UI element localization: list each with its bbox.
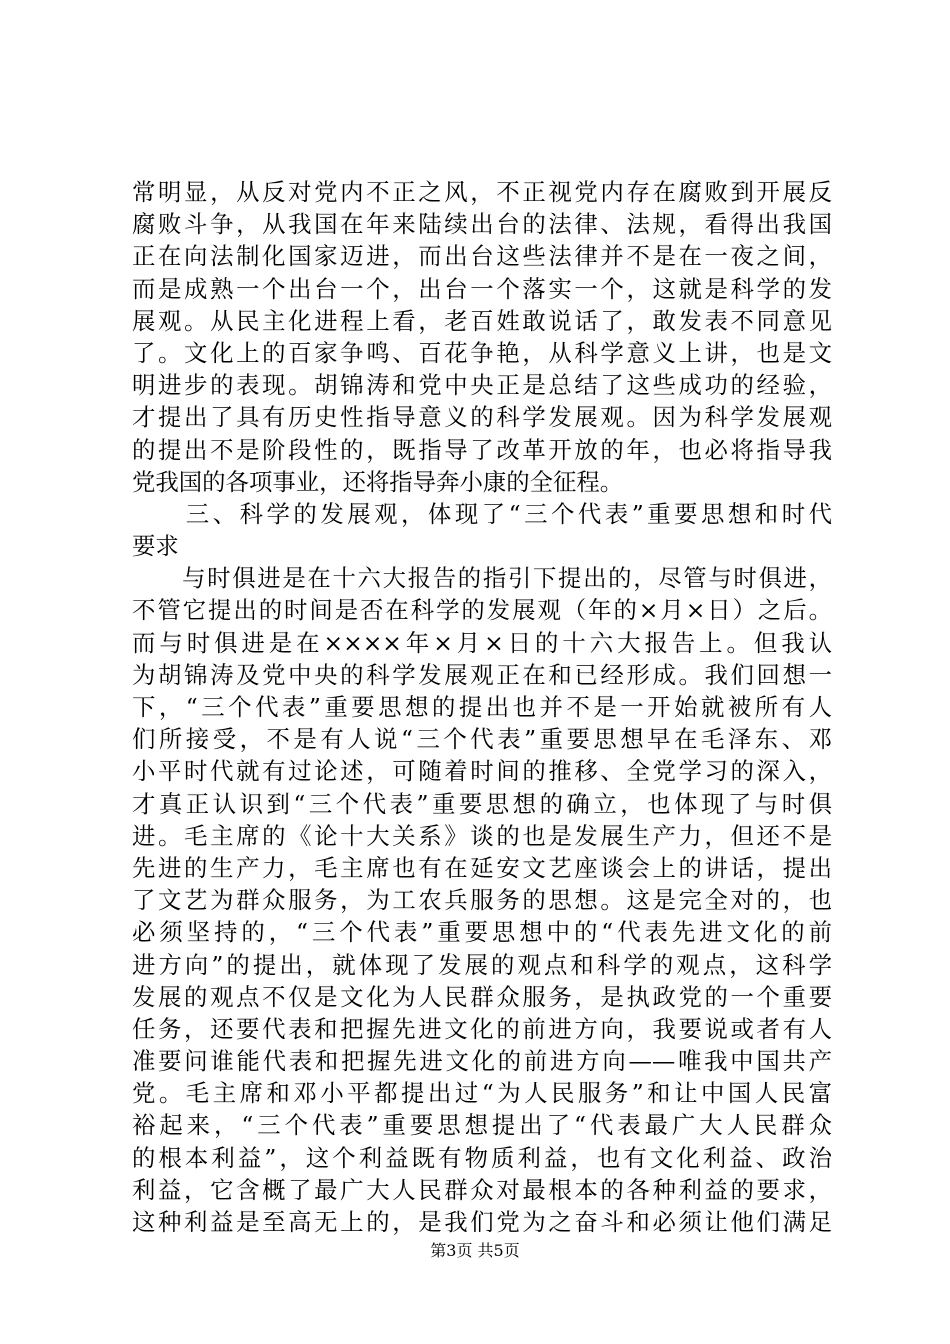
text-line: 发展的观点不仅是文化为人民群众服务，是执政党的一个重要	[132, 982, 832, 1011]
text-line: 而是成熟一个出台一个，出台一个落实一个，这就是科学的发	[132, 274, 832, 303]
page-footer: 第3页 共5页	[430, 1241, 520, 1260]
text-line: 的提出不是阶段性的，既指导了改革开放的年，也必将指导我	[132, 435, 832, 464]
text-line: 了。文化上的百家争鸣、百花争艳，从科学意义上讲，也是文	[132, 338, 832, 367]
text-line: 准要问谁能代表和把握先进文化的前进方向——唯我中国共产	[132, 1047, 832, 1076]
text-line: 任务，还要代表和把握先进文化的前进方向，我要说或者有人	[132, 1014, 832, 1043]
text-line: 裕起来，“三个代表”重要思想提出了“代表最广大人民群众	[132, 1111, 832, 1140]
text-line: 进。毛主席的《论十大关系》谈的也是发展生产力，但还不是	[132, 821, 832, 850]
text-line: 下，“三个代表”重要思想的提出也并不是一开始就被所有人	[132, 693, 832, 721]
text-line: 正在向法制化国家迈进，而出台这些法律并不是在一夜之间，	[132, 242, 832, 271]
text-line: 必须坚持的，“三个代表”重要思想中的“代表先进文化的前	[132, 918, 832, 947]
text-line: 腐败斗争，从我国在年来陆续出台的法律、法规，看得出我国	[132, 210, 832, 239]
text-line: 常明显，从反对党内不正之风，不正视党内存在腐败到开展反	[132, 178, 832, 206]
text-line: 们所接受，不是有人说“三个代表”重要思想早在毛泽东、邓	[132, 725, 832, 754]
section-heading-line: 三、科学的发展观，体现了“三个代表”重要思想和时代	[132, 499, 832, 528]
text-line: 党。毛主席和邓小平都提出过“为人民服务”和让中国人民富	[132, 1079, 832, 1108]
text-line: 利益，它含概了最广大人民群众对最根本的各种利益的要求，	[132, 1175, 832, 1204]
text-line: 小平时代就有过论述，可随着时间的推移、全党学习的深入，	[132, 757, 832, 786]
text-line: 明进步的表现。胡锦涛和党中央正是总结了这些成功的经验，	[132, 371, 832, 400]
section-heading-line: 要求	[132, 532, 179, 561]
text-line: 与时俱进是在十六大报告的指引下提出的，尽管与时俱进，	[132, 564, 832, 593]
text-line: 党我国的各项事业，还将指导奔小康的全征程。	[132, 467, 624, 496]
text-line: 才真正认识到“三个代表”重要思想的确立，也体现了与时俱	[132, 789, 832, 818]
text-line: 的根本利益”，这个利益既有物质利益，也有文化利益、政治	[132, 1143, 832, 1172]
text-line: 展观。从民主化进程上看，老百姓敢说话了，敢发表不同意见	[132, 306, 832, 335]
text-line: 为胡锦涛及党中央的科学发展观正在和已经形成。我们回想一	[132, 660, 832, 689]
text-line: 了文艺为群众服务，为工农兵服务的思想。这是完全对的，也	[132, 886, 832, 915]
text-line: 进方向”的提出，就体现了发展的观点和科学的观点，这科学	[132, 950, 832, 979]
text-line: 不管它提出的时间是否在科学的发展观（年的×月×日）之后。	[132, 596, 832, 625]
text-line: 先进的生产力，毛主席也有在延安文艺座谈会上的讲话，提出	[132, 853, 832, 882]
text-line: 这种利益是至高无上的，是我们党为之奋斗和必须让他们满足	[132, 1208, 832, 1236]
body-text	[132, 176, 832, 1238]
text-line: 才提出了具有历史性指导意义的科学发展观。因为科学发展观	[132, 403, 832, 432]
text-line: 而与时俱进是在××××年×月×日的十六大报告上。但我认	[132, 628, 832, 657]
